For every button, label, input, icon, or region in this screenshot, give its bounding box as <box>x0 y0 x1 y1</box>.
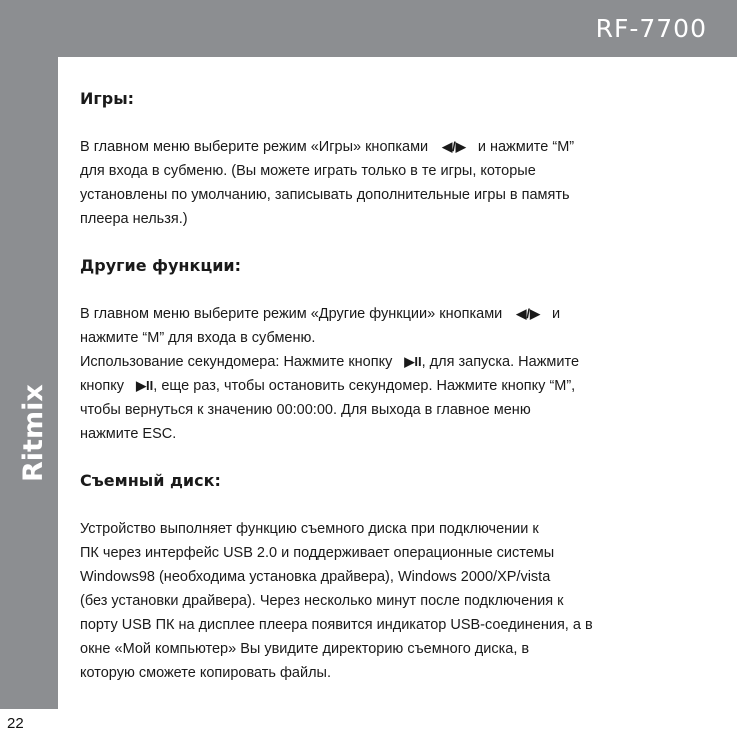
section-disk-text <box>80 517 720 685</box>
text-line: В главном меню выберите режим «Игры» кнопками ◀/▶ и нажмите “M” <box>80 139 575 155</box>
text-line: для входа в субменю. (Вы можете играть только в те игры, которые <box>80 163 536 179</box>
section-title-removable-disk: Съемный диск: <box>80 471 221 490</box>
text-line: плеера нельзя.) <box>80 211 188 227</box>
document-body <box>80 88 720 685</box>
prev-next-icon: ◀/▶ <box>516 306 540 321</box>
section-title-other-functions: Другие функции: <box>80 256 242 275</box>
text-line: окне «Мой компьютер» Вы увидите директорию съемного диска, в <box>80 641 530 657</box>
section-title-games: Игры: <box>80 89 135 108</box>
text-line: В главном меню выберите режим «Другие функции» кнопками ◀/▶ и <box>80 306 561 322</box>
ritmix-logo <box>0 357 58 487</box>
text-line: установлены по умолчанию, записывать дополнительные игры в память <box>80 187 570 203</box>
prev-next-icon: ◀/▶ <box>442 139 466 154</box>
model-name: RF-7700 <box>595 14 707 43</box>
text-line: кнопку ▶II, еще раз, чтобы остановить секундомер. Нажмите кнопку “M”, <box>80 378 576 394</box>
text-line: которую сможете копировать файлы. <box>80 665 331 681</box>
text-line: Windows98 (необходима установка драйвера), Windows 2000/XP/vista <box>80 569 551 585</box>
text-line: ПК через интерфейс USB 2.0 и поддерживает операционные системы <box>80 545 555 561</box>
page-number: 22 <box>7 715 24 732</box>
header-bar <box>0 0 737 57</box>
section-games-text <box>80 135 720 231</box>
play-pause-icon: ▶II <box>136 378 154 393</box>
play-pause-icon: ▶II <box>404 354 422 369</box>
ritmix-logo-text: Ritmix <box>18 384 49 482</box>
text-line: нажмите ESC. <box>80 426 177 442</box>
text-line: Устройство выполняет функцию съемного диска при подключении к <box>80 521 539 537</box>
text-line: (без установки драйвера). Через несколько минут после подключения к <box>80 593 564 609</box>
text-line: порту USB ПК на дисплее плеера появится индикатор USB-соединения, а в <box>80 617 593 633</box>
text-line: Использование секундомера: Нажмите кнопку ▶II, для запуска. Нажмите <box>80 354 580 370</box>
section-other-text <box>80 302 720 446</box>
side-bar <box>0 57 58 737</box>
page-number-box <box>0 709 58 740</box>
text-line: нажмите “M” для входа в субменю. <box>80 330 316 346</box>
text-line: чтобы вернуться к значению 00:00:00. Для выхода в главное меню <box>80 402 531 418</box>
